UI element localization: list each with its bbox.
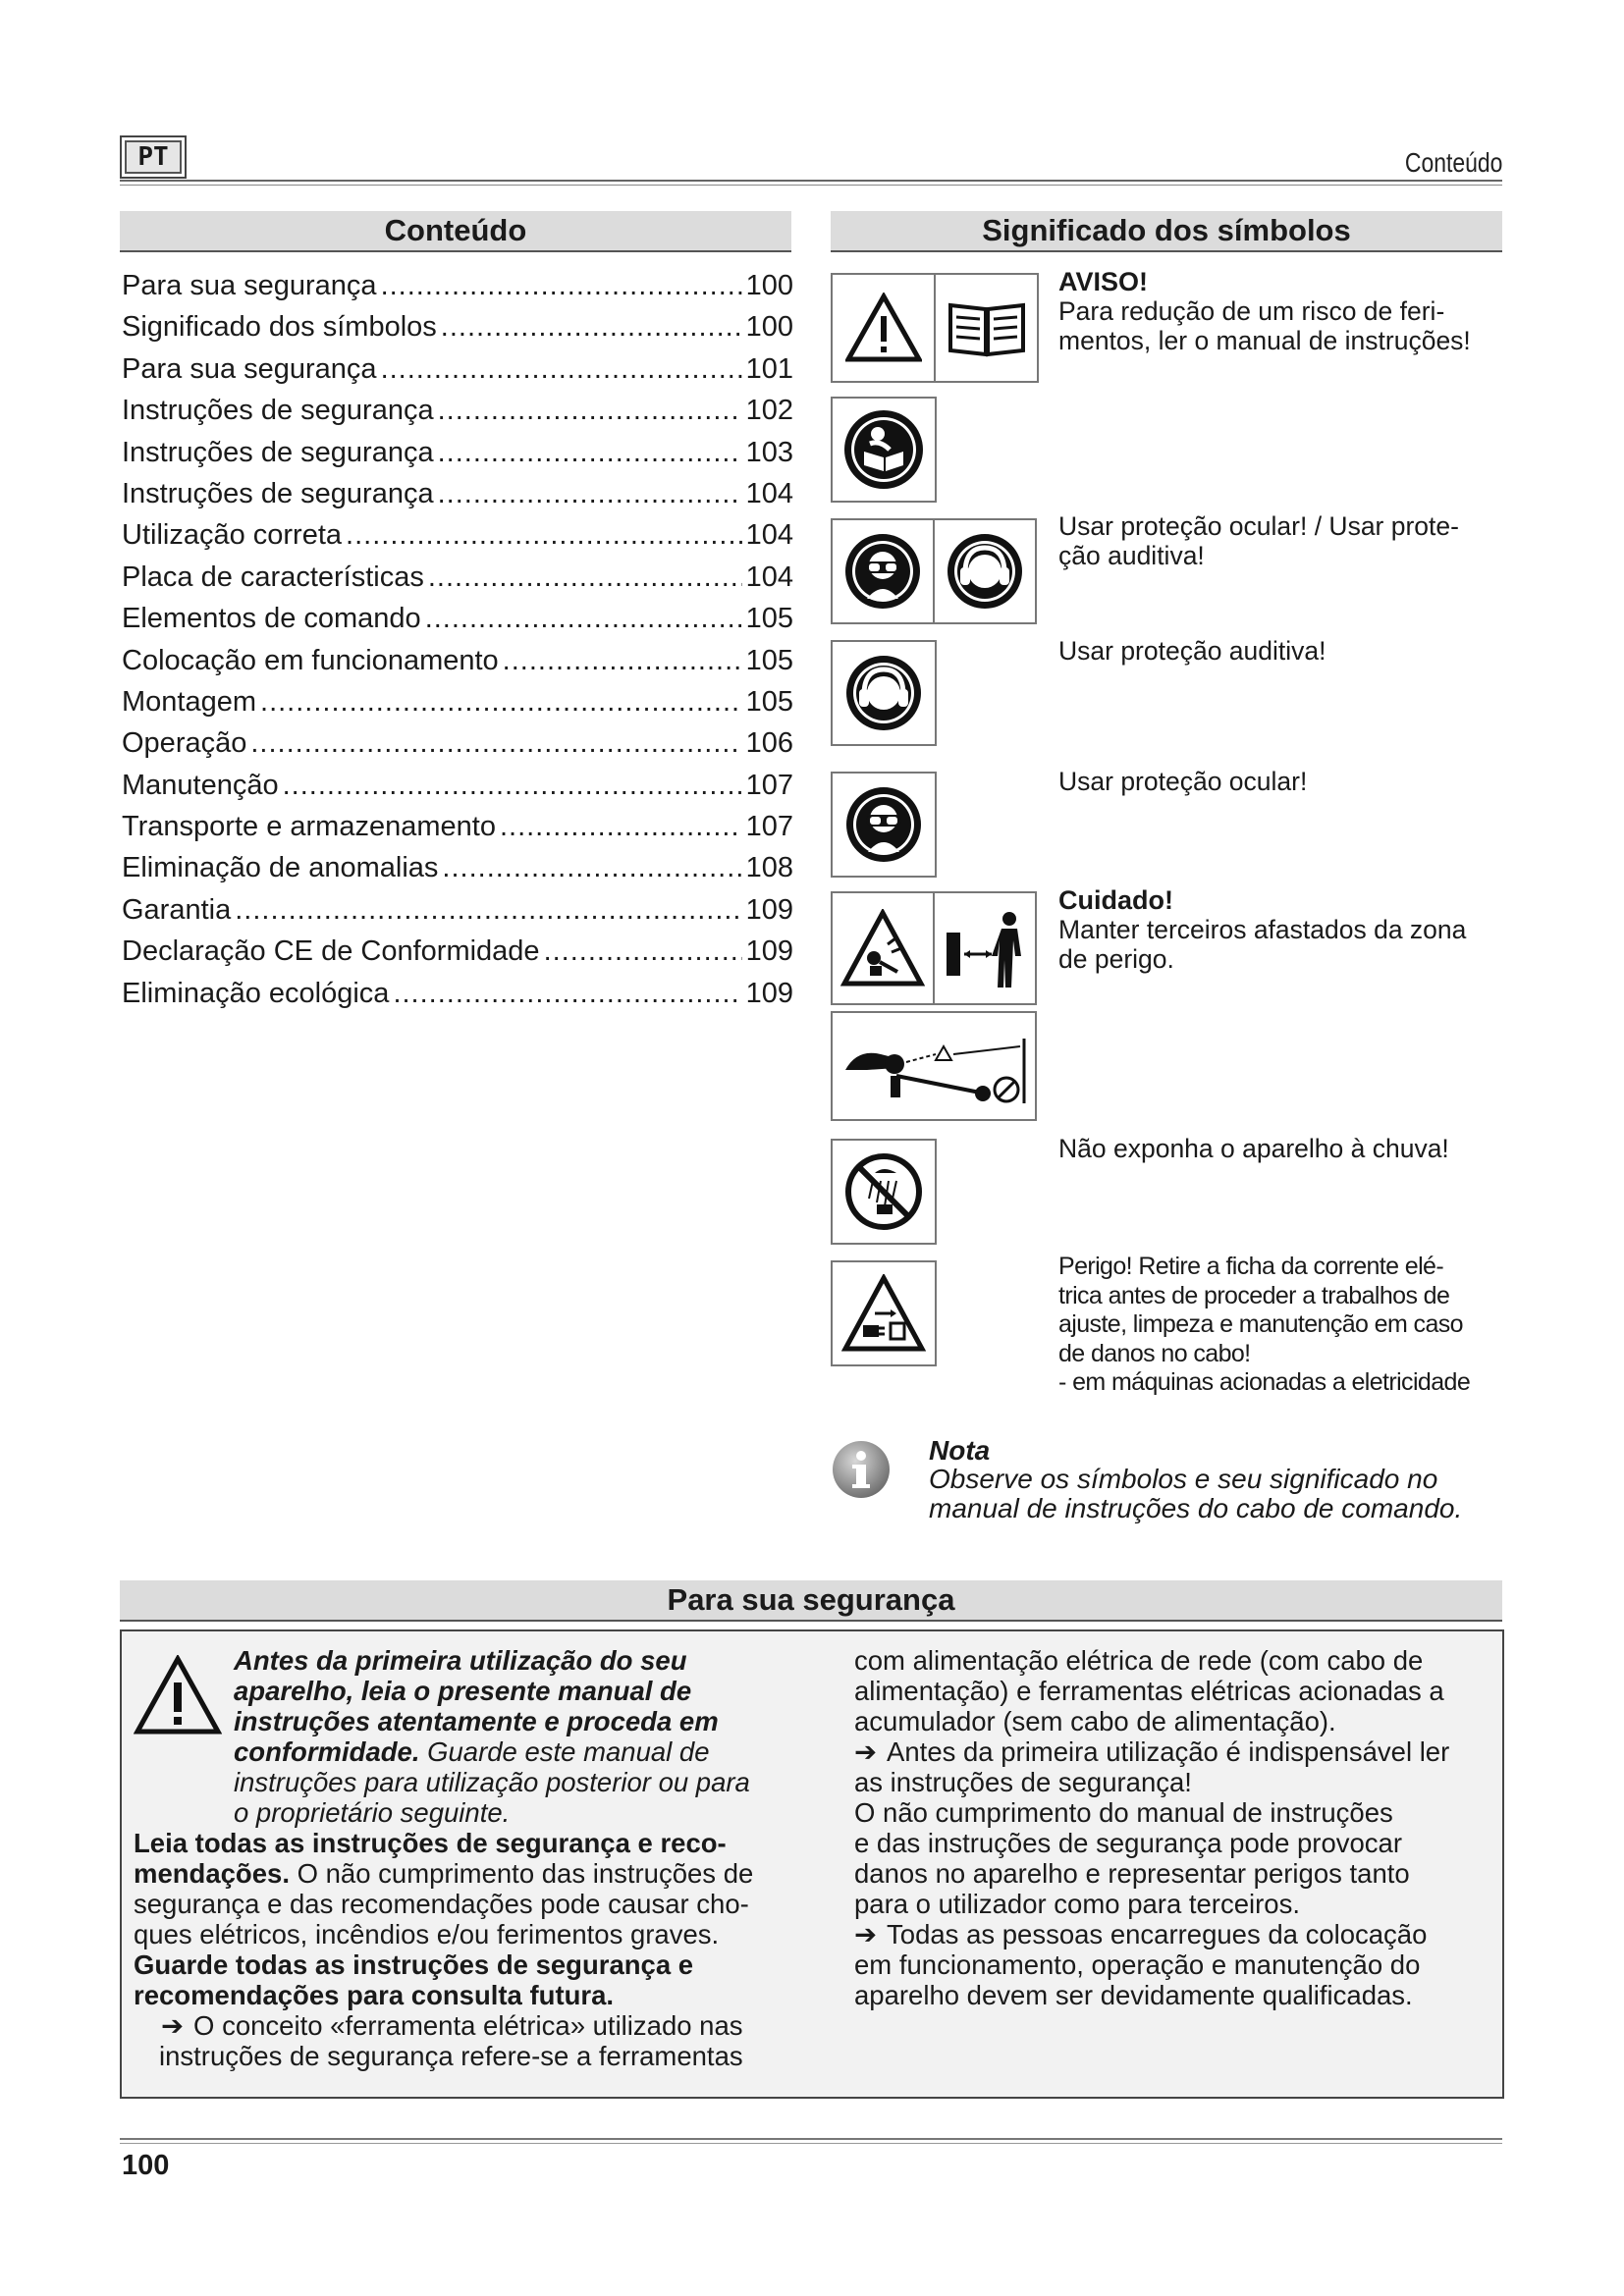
toc-item-label: Para sua segurança [122, 270, 377, 301]
intro-rest-4: Guarde este manual de [419, 1736, 710, 1767]
b1-line-1 [134, 2010, 821, 2041]
cuidado-title: Cuidado! [1058, 885, 1173, 915]
toc-item-label: Garantia [122, 893, 232, 926]
safety-box [120, 1629, 1504, 2099]
intro-line-3: instruções atentamente e proceda em [234, 1706, 719, 1736]
toc-item [122, 681, 793, 722]
r-line-1: com alimentação elétrica de rede (com cabo de [854, 1645, 1424, 1676]
arrow-icon: ➔ [854, 1736, 878, 1767]
perigo-line-1: Perigo! Retire a ficha da corrente elé- [1058, 1253, 1444, 1280]
toc-item [122, 847, 793, 888]
p1-line-4: ques elétricos, incêndios e/ou ferimentos graves. [134, 1919, 720, 1949]
intro-line-4 [234, 1736, 803, 1767]
language-badge: PT [120, 135, 187, 179]
r-line-2: alimentação) e ferramentas elétricas acionadas a [854, 1676, 1444, 1706]
toc-item-label: Montagem [122, 685, 257, 718]
header-title: Conteúdo [1404, 147, 1502, 178]
toc-leader-dots [438, 432, 742, 473]
symbol-eye [831, 772, 937, 878]
symbol-perigo-text [1058, 1253, 1470, 1398]
no-rain-icon [833, 1141, 935, 1243]
toc-leader-dots [393, 973, 741, 1014]
r-line-11: em funcionamento, operação e manutenção do [854, 1949, 1421, 1980]
toc-heading-text: Conteúdo [384, 213, 527, 247]
b1-text-1: O conceito «ferramenta elétrica» utilizado nas [193, 2010, 743, 2041]
symbol-rain-text: Não exponha o aparelho à chuva! [1058, 1134, 1449, 1163]
toc-item-page: 107 [745, 769, 793, 801]
toc-item-page: 101 [745, 352, 793, 385]
goggles-icon [833, 774, 935, 876]
toc-leader-dots [250, 722, 741, 764]
symbol-unplug [831, 1260, 937, 1366]
toc-item-label: Elementos de comando [122, 603, 421, 635]
page-number: 100 [122, 2150, 170, 2181]
toc-leader-dots [438, 390, 742, 431]
unplug-warning-icon [833, 1262, 935, 1364]
toc-leader-dots [235, 889, 741, 931]
r-line-5: as instruções de segurança! [854, 1767, 1192, 1797]
warning-triangle-icon [134, 1655, 222, 1735]
safety-left-column [134, 1828, 821, 2071]
intro-line-2: aparelho, leia o presente manual de [234, 1676, 692, 1706]
toc-item-page: 109 [745, 935, 793, 968]
r-text-4: Antes da primeira utilização é indispensável ler [887, 1736, 1450, 1767]
toc-item-page: 105 [745, 603, 793, 635]
note-line-1: Observe os símbolos e seu significado no [929, 1464, 1438, 1494]
intro-line-6: o proprietário seguinte. [234, 1797, 511, 1828]
toc-item-page: 109 [745, 977, 793, 1009]
note-title: Nota [929, 1435, 991, 1466]
r-line-8: danos no aparelho e representar perigos tanto [854, 1858, 1410, 1889]
toc-item [122, 306, 793, 347]
safety-right-column [854, 1645, 1502, 2010]
toc-leader-dots [283, 765, 742, 806]
perigo-line-4: de danos no cabo! [1058, 1339, 1251, 1367]
toc-leader-dots [381, 265, 742, 306]
symbols-heading-text: Significado dos símbolos [982, 213, 1351, 247]
toc-item-page: 104 [745, 519, 793, 552]
note-line-2: manual de instruções do cabo de comando. [929, 1493, 1463, 1523]
toc-item [122, 973, 793, 1014]
symbol-read-manual [831, 397, 937, 503]
p1-line-3: segurança e das recomendações pode causar cho- [134, 1889, 749, 1919]
eye-ear-line-2: ção auditiva! [1058, 541, 1205, 570]
toc-item-label: Para sua segurança [122, 352, 377, 385]
trimmer-distance-icon [833, 1013, 1035, 1119]
toc-item [122, 598, 793, 639]
safety-heading [120, 1580, 1502, 1622]
toc-leader-dots [428, 557, 742, 598]
toc-item [122, 931, 793, 972]
p1-rest-2: O não cumprimento das instruções de [289, 1858, 754, 1889]
toc-item-page: 100 [745, 311, 793, 344]
toc-item [122, 765, 793, 806]
toc-item-page: 103 [745, 436, 793, 468]
toc-item-page: 104 [745, 477, 793, 509]
toc-item-page: 107 [745, 811, 793, 843]
perigo-line-3: ajuste, limpeza e manutenção em caso [1058, 1310, 1463, 1338]
toc-leader-dots [544, 931, 742, 972]
p2-line-2: recomendações para consulta futura. [134, 1980, 615, 2010]
toc-item [122, 514, 793, 556]
r-line-7: e das instruções de segurança pode provocar [854, 1828, 1402, 1858]
safety-intro [234, 1645, 803, 1828]
toc-leader-dots [503, 640, 742, 681]
intro-line-1: Antes da primeira utilização do seu [234, 1645, 687, 1676]
ear-protection-icon [833, 642, 935, 744]
toc-item [122, 473, 793, 514]
ear-protection-icon [935, 520, 1035, 622]
arrow-icon: ➔ [161, 2010, 185, 2041]
read-manual-icon [833, 399, 935, 501]
aviso-line-2: mentos, ler o manual de instruções! [1058, 326, 1471, 355]
r-line-6: O não cumprimento do manual de instruções [854, 1797, 1393, 1828]
toc-item [122, 432, 793, 473]
toc-leader-dots [438, 473, 742, 514]
manual-book-icon [936, 275, 1037, 381]
toc-heading [120, 211, 791, 252]
header-rule [120, 180, 1502, 186]
toc-item-page: 109 [745, 893, 793, 926]
footer-rule [120, 2138, 1502, 2144]
toc-item-label: Eliminação ecológica [122, 977, 390, 1009]
toc-leader-dots [441, 306, 742, 347]
toc-leader-dots [425, 598, 742, 639]
intro-line-5: instruções para utilização posterior ou para [234, 1767, 750, 1797]
toc-item-label: Instruções de segurança [122, 436, 434, 468]
symbol-ear [831, 640, 937, 746]
toc-list [122, 265, 793, 1014]
toc-item-page: 100 [745, 270, 793, 301]
toc-item-page: 105 [745, 685, 793, 718]
toc-item [122, 640, 793, 681]
r-line-12: aparelho devem ser devidamente qualificadas. [854, 1980, 1413, 2010]
perigo-line-5: - em máquinas acionadas a eletricidade [1058, 1368, 1471, 1396]
r-text-10: Todas as pessoas encarregues da colocação [887, 1919, 1428, 1949]
toc-item [122, 265, 793, 306]
toc-leader-dots [346, 514, 742, 556]
toc-item-label: Manutenção [122, 769, 279, 801]
perigo-line-2: trica antes de proceder a trabalhos de [1058, 1281, 1450, 1309]
symbol-trimmer-distance [831, 1011, 1037, 1121]
safety-heading-text: Para sua segurança [667, 1582, 955, 1617]
p1-line-1: Leia todas as instruções de segurança e reco- [134, 1828, 727, 1858]
toc-item [122, 348, 793, 390]
flying-debris-warning-icon [833, 893, 935, 1003]
toc-leader-dots [260, 681, 742, 722]
toc-item-label: Placa de características [122, 561, 424, 593]
note-text [929, 1465, 1508, 1523]
toc-leader-dots [381, 348, 742, 390]
toc-item-label: Significado dos símbolos [122, 311, 437, 344]
goggles-icon [833, 520, 935, 622]
symbol-eye-text: Usar proteção ocular! [1058, 767, 1308, 796]
symbols-heading [831, 211, 1502, 252]
aviso-title: AVISO! [1058, 267, 1149, 296]
symbol-eye-ear-text [1058, 511, 1459, 570]
toc-item [122, 889, 793, 931]
toc-item-label: Transporte e armazenamento [122, 811, 496, 843]
p2-line-1: Guarde todas as instruções de segurança e [134, 1949, 694, 1980]
toc-item-label: Instruções de segurança [122, 395, 434, 427]
toc-item-page: 108 [745, 852, 793, 884]
info-icon [831, 1439, 892, 1500]
symbol-eye-ear [831, 518, 1037, 624]
toc-item-page: 102 [745, 395, 793, 427]
r-line-4 [854, 1736, 1502, 1767]
toc-item-page: 105 [745, 644, 793, 676]
arrow-icon: ➔ [854, 1919, 878, 1949]
toc-item-label: Declaração CE de Conformidade [122, 935, 540, 968]
toc-item [122, 722, 793, 764]
symbol-no-rain [831, 1139, 937, 1245]
aviso-line-1: Para redução de um risco de feri- [1058, 296, 1445, 326]
r-line-9: para o utilizador como para terceiros. [854, 1889, 1300, 1919]
symbol-aviso-text [1058, 267, 1471, 355]
toc-item [122, 806, 793, 847]
symbol-cuidado [831, 891, 1037, 1005]
toc-item-label: Utilização correta [122, 519, 343, 552]
warning-triangle-icon [833, 275, 936, 381]
toc-item [122, 557, 793, 598]
toc-item-label: Colocação em funcionamento [122, 644, 499, 676]
r-line-3: acumulador (sem cabo de alimentação). [854, 1706, 1336, 1736]
keep-distance-icon [935, 893, 1035, 1003]
eye-ear-line-1: Usar proteção ocular! / Usar prote- [1058, 511, 1459, 541]
intro-bold-4: conformidade. [234, 1736, 420, 1767]
toc-item-label: Operação [122, 727, 247, 760]
p1-bold-2: mendações. [134, 1858, 290, 1889]
toc-item-page: 106 [745, 727, 793, 760]
cuidado-line-1: Manter terceiros afastados da zona [1058, 915, 1467, 944]
symbol-ear-text: Usar proteção auditiva! [1058, 636, 1326, 666]
symbol-warning-manual [831, 273, 1039, 383]
toc-leader-dots [500, 806, 742, 847]
cuidado-line-2: de perigo. [1058, 944, 1174, 974]
r-line-10 [854, 1919, 1502, 1949]
symbol-cuidado-text [1058, 885, 1466, 974]
toc-item-page: 104 [745, 561, 793, 593]
toc-item [122, 390, 793, 431]
toc-item-label: Eliminação de anomalias [122, 852, 439, 884]
toc-item-label: Instruções de segurança [122, 477, 434, 509]
p1-line-2 [134, 1858, 821, 1889]
toc-leader-dots [442, 847, 741, 888]
b1-line-2: instruções de segurança refere-se a ferramentas [159, 2041, 743, 2071]
